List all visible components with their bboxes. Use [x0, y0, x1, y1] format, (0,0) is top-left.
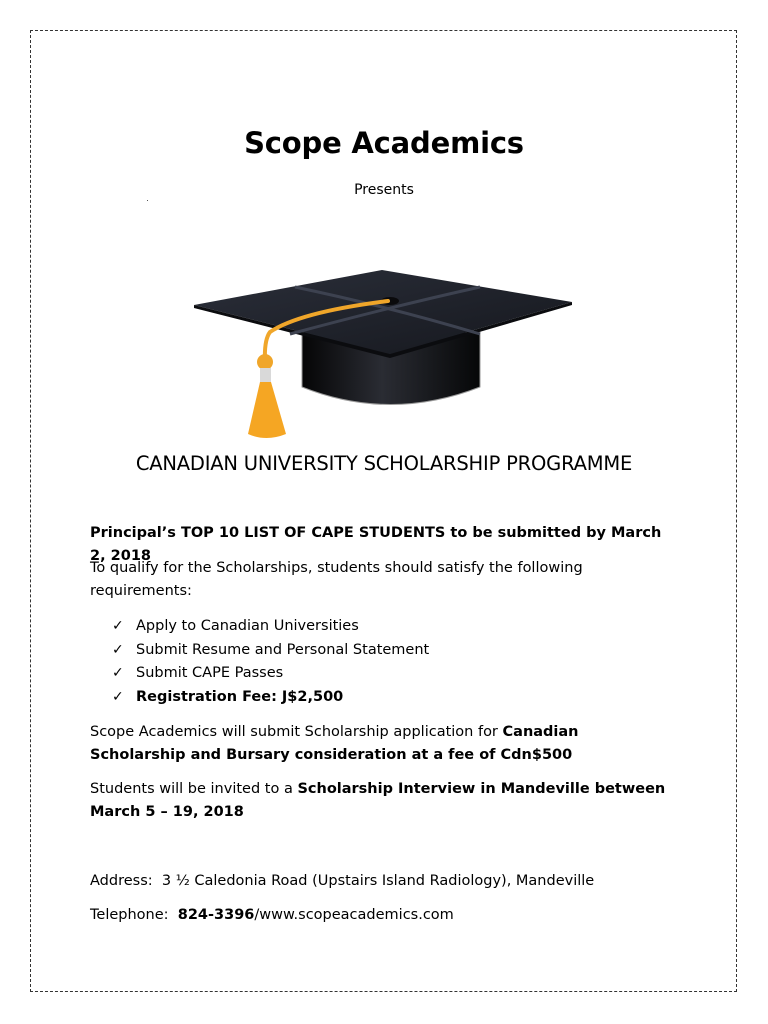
- graduation-cap-icon: [190, 262, 580, 447]
- submission-deadline: Principal’s TOP 10 LIST OF CAPE STUDENTS to be submitted by March 2, 2018: [90, 525, 662, 564]
- presents-text: Presents: [354, 182, 414, 198]
- list-item: [112, 686, 429, 710]
- checkmark-icon: ✓: [112, 641, 124, 658]
- requirements-list: [112, 615, 429, 709]
- checkmark-icon: ✓: [112, 665, 124, 681]
- requirement-text: Registration Fee: J$2,500: [136, 688, 344, 705]
- requirement-text: Submit CAPE Passes: [136, 665, 284, 681]
- telephone-label: Telephone:: [90, 907, 169, 923]
- address-line: [90, 870, 670, 893]
- address-label: Address:: [90, 873, 153, 889]
- requirement-text: Submit Resume and Personal Statement: [136, 641, 430, 658]
- list-item: [112, 662, 429, 686]
- list-item: [112, 615, 429, 639]
- requirement-text: Apply to Canadian Universities: [136, 618, 359, 634]
- phone-number: 824-3396: [177, 907, 255, 923]
- interview-note-plain: Students will be invited to a: [90, 781, 298, 797]
- website-link[interactable]: /www.scopeacademics.com: [254, 907, 454, 923]
- submission-note-plain: Scope Academics will submit Scholarship application for: [90, 724, 503, 740]
- page-title: Scope Academics: [244, 126, 524, 160]
- stray-dot: [147, 200, 148, 201]
- submission-note: [90, 721, 670, 767]
- telephone-line: [90, 904, 670, 927]
- page-border: [30, 30, 737, 992]
- checkmark-icon: ✓: [112, 688, 124, 705]
- checkmark-icon: ✓: [112, 618, 124, 634]
- address-value: 3 ½ Caledonia Road (Upstairs Island Radiology), Mandeville: [161, 873, 595, 889]
- qualify-intro: To qualify for the Scholarships, students should satisfy the following requirements:: [90, 560, 583, 599]
- programme-heading: CANADIAN UNIVERSITY SCHOLARSHIP PROGRAMME: [135, 452, 633, 475]
- interview-note-bold: Scholarship Interview in Mandeville between March 5 – 19, 2018: [90, 781, 666, 820]
- interview-note: [90, 778, 670, 824]
- list-item: [112, 639, 429, 663]
- submission-note-bold: Canadian Scholarship and Bursary consideration at a fee of Cdn$500: [90, 724, 579, 763]
